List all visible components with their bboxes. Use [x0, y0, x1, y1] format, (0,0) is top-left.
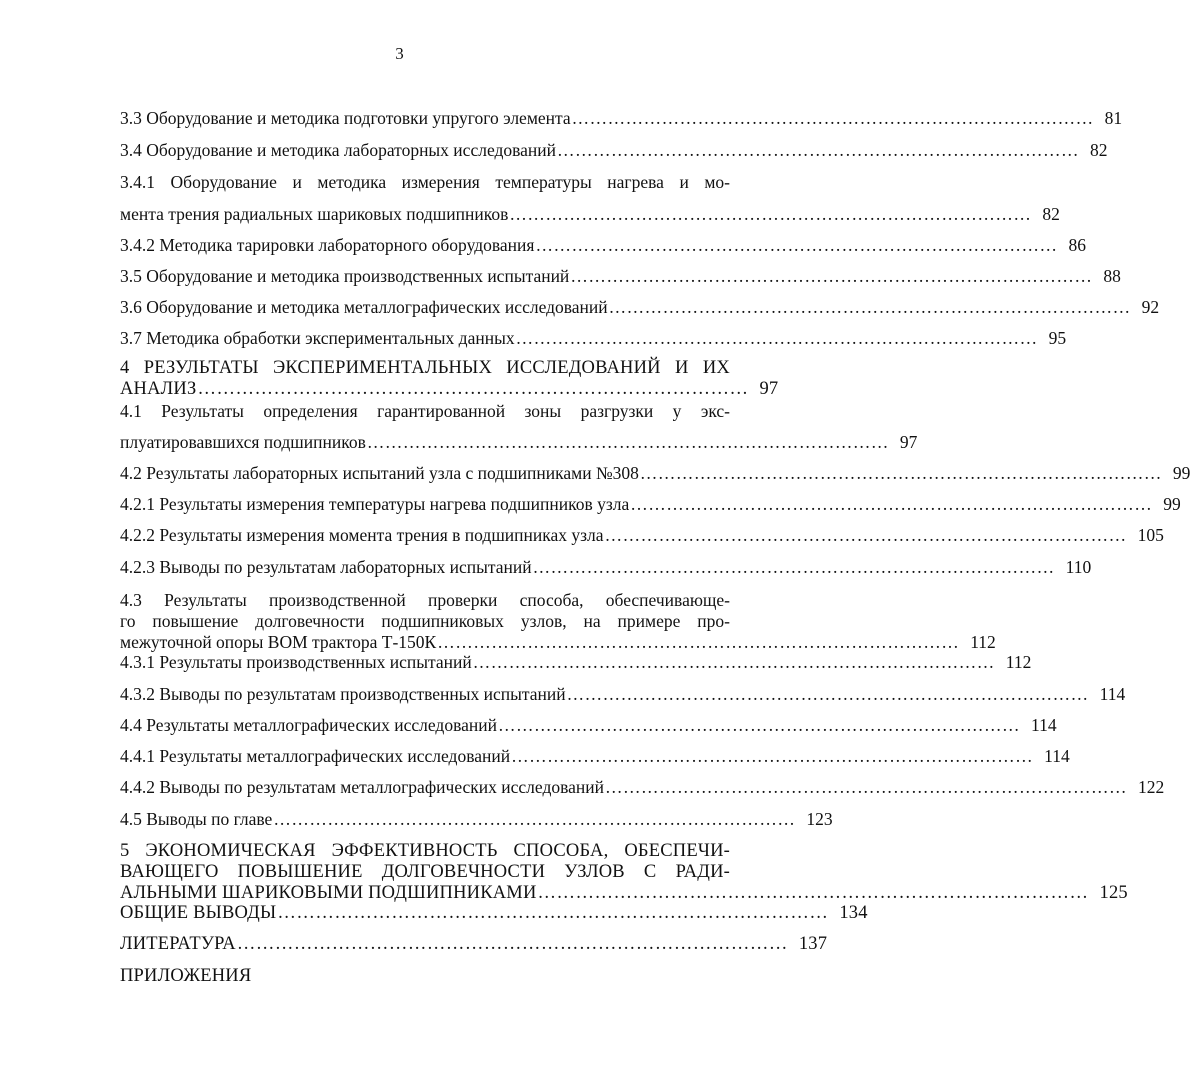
toc-entry	[120, 494, 1181, 514]
toc-entry	[120, 883, 1128, 903]
toc-entry	[120, 140, 1108, 160]
toc-entry-title: межуточной опоры ВОМ трактора Т-150К	[120, 632, 437, 652]
toc-entry-line: 3.4.1 Оборудование и методика измерения температуры нагрева и мо-	[120, 172, 730, 192]
toc-entry	[120, 684, 1126, 704]
toc-entry-title: 4.3.1 Результаты производственных испытаний	[120, 652, 472, 672]
dot-leader: ……………………………………………………………………………	[532, 557, 1055, 577]
toc-entry-page: 82	[1090, 140, 1108, 160]
toc-entry-title: АЛЬНЫМИ ШАРИКОВЫМИ ПОДШИПНИКАМИ	[120, 883, 537, 903]
dot-leader: ……………………………………………………………………………	[236, 934, 788, 954]
toc-entry-title: 3.5 Оборудование и методика производственных испытаний	[120, 266, 570, 286]
toc-entry-page: 125	[1099, 883, 1128, 903]
toc-entry-title: 4.4 Результаты металлографических исследований	[120, 715, 497, 735]
dot-leader: ……………………………………………………………………………	[535, 235, 1058, 255]
toc-entry	[120, 235, 1086, 255]
toc-entry-page: 112	[970, 632, 996, 652]
toc-entry-line: 4.3 Результаты производственной проверки способа, обеспечивающе-	[120, 590, 730, 610]
toc-entry-page: 81	[1104, 108, 1123, 128]
toc-entry-title: 4.3.2 Выводы по результатам производственных испытаний	[120, 684, 566, 704]
page-number: 3	[395, 44, 404, 63]
toc-entry-page: 137	[798, 934, 828, 954]
toc-entry-title: 4.5 Выводы по главе	[120, 809, 273, 829]
dot-leader: ……………………………………………………………………………	[511, 746, 1034, 766]
dot-leader: ……………………………………………………………………………	[273, 809, 796, 829]
toc-entry	[120, 266, 1121, 286]
toc-entry-page: 97	[899, 432, 918, 452]
toc-entry-title: 4.2.2 Результаты измерения момента трения в подшипниках узла	[120, 525, 604, 545]
toc-entry-page: 92	[1141, 297, 1160, 317]
dot-leader: ……………………………………………………………………………	[437, 632, 960, 652]
toc-entry	[120, 328, 1067, 348]
dot-leader: ……………………………………………………………………………	[605, 777, 1128, 797]
dot-leader: ……………………………………………………………………………	[537, 883, 1089, 903]
toc-entry-title: плуатировавшихся подшипников	[120, 432, 366, 452]
toc-entry-title: ПРИЛОЖЕНИЯ	[120, 966, 252, 986]
toc-entry	[120, 379, 779, 399]
dot-leader: ……………………………………………………………………………	[366, 432, 889, 452]
dot-leader: ……………………………………………………………………………	[515, 328, 1038, 348]
toc-entry-title: 3.7 Методика обработки экспериментальных данных	[120, 328, 515, 348]
toc-entry	[120, 557, 1092, 577]
dot-leader: ……………………………………………………………………………	[571, 108, 1094, 128]
toc-entry-page: 88	[1103, 266, 1121, 286]
toc-entry-title: 4.2.3 Выводы по результатам лабораторных испытаний	[120, 557, 532, 577]
toc-entry	[120, 903, 868, 923]
toc-entry-line: го повышение долговечности подшипниковых узлов, на примере про-	[120, 611, 730, 631]
toc-entry-title: 3.3 Оборудование и методика подготовки упругого элемента	[120, 108, 571, 128]
toc-entry-title: ОБЩИЕ ВЫВОДЫ	[120, 903, 277, 923]
toc-entry	[120, 108, 1123, 128]
toc-entry-title: 4.4.1 Результаты металлографических исследований	[120, 746, 511, 766]
dot-leader: ……………………………………………………………………………	[570, 266, 1093, 286]
toc-entry	[120, 463, 1190, 483]
dot-leader: ……………………………………………………………………………	[509, 204, 1032, 224]
toc-entry-page: 134	[839, 903, 868, 923]
toc-entry-title: 3.6 Оборудование и методика металлографических исследований	[120, 297, 608, 317]
toc-entry-page: 99	[1172, 463, 1190, 483]
toc-entry-page: 95	[1048, 328, 1067, 348]
toc-entry-page: 114	[1044, 746, 1070, 766]
toc-entry-title: мента трения радиальных шариковых подшипников	[120, 204, 509, 224]
toc-entry-page: 82	[1042, 204, 1060, 224]
toc-entry-title: 4.2.1 Результаты измерения температуры нагрева подшипников узла	[120, 494, 630, 514]
toc-entry-title: АНАЛИЗ	[120, 379, 197, 399]
toc-entry-page: 97	[759, 379, 779, 399]
toc-entry	[120, 809, 833, 829]
toc-entry-page: 110	[1065, 557, 1092, 577]
toc-entry	[120, 297, 1160, 317]
toc-chapter-heading: 4 РЕЗУЛЬТАТЫ ЭКСПЕРИМЕНТАЛЬНЫХ ИССЛЕДОВАНИЙ И ИХ	[120, 358, 730, 378]
toc-entry-page: 123	[806, 809, 833, 829]
toc-entry	[120, 715, 1057, 735]
toc-entry-page: 114	[1099, 684, 1126, 704]
toc-entry	[120, 432, 918, 452]
toc-entry-title: 4.4.2 Выводы по результатам металлографических исследований	[120, 777, 605, 797]
toc-entry-page: 122	[1138, 777, 1165, 797]
toc-entry-page: 112	[1005, 652, 1032, 672]
toc-entry	[120, 632, 996, 652]
dot-leader: ……………………………………………………………………………	[197, 379, 749, 399]
dot-leader: ……………………………………………………………………………	[277, 903, 829, 923]
toc-entry-title: 3.4.2 Методика тарировки лабораторного оборудования	[120, 235, 535, 255]
toc-entry	[120, 746, 1070, 766]
dot-leader: ……………………………………………………………………………	[472, 652, 995, 672]
dot-leader: ……………………………………………………………………………	[608, 297, 1131, 317]
toc-entry-title: ЛИТЕРАТУРА	[120, 934, 236, 954]
dot-leader: ……………………………………………………………………………	[639, 463, 1162, 483]
toc-entry-page: 114	[1031, 715, 1057, 735]
dot-leader: ……………………………………………………………………………	[498, 715, 1020, 735]
toc-entry-page: 86	[1068, 235, 1086, 255]
dot-leader: ……………………………………………………………………………	[630, 494, 1153, 514]
toc-chapter-heading: ВАЮЩЕГО ПОВЫШЕНИЕ ДОЛГОВЕЧНОСТИ УЗЛОВ С РАДИ-	[120, 862, 730, 882]
dot-leader: ……………………………………………………………………………	[557, 140, 1080, 160]
toc-entry-title: 3.4 Оборудование и методика лабораторных исследований	[120, 140, 557, 160]
toc-entry	[120, 525, 1164, 545]
toc-entry	[120, 777, 1165, 797]
toc-entry-line: 4.1 Результаты определения гарантированной зоны разгрузки у экс-	[120, 401, 730, 421]
toc-entry-page: 105	[1137, 525, 1164, 545]
toc-entry	[120, 204, 1060, 224]
toc-chapter-heading: 5 ЭКОНОМИЧЕСКАЯ ЭФФЕКТИВНОСТЬ СПОСОБА, ОБЕСПЕЧИ-	[120, 841, 730, 861]
dot-leader: ……………………………………………………………………………	[604, 525, 1127, 545]
toc-entry-page: 99	[1163, 494, 1181, 514]
dot-leader: ……………………………………………………………………………	[566, 684, 1089, 704]
toc-entry-title: 4.2 Результаты лабораторных испытаний узла с подшипниками №308	[120, 463, 639, 483]
toc-entry	[120, 652, 1032, 672]
toc-entry	[120, 934, 828, 954]
